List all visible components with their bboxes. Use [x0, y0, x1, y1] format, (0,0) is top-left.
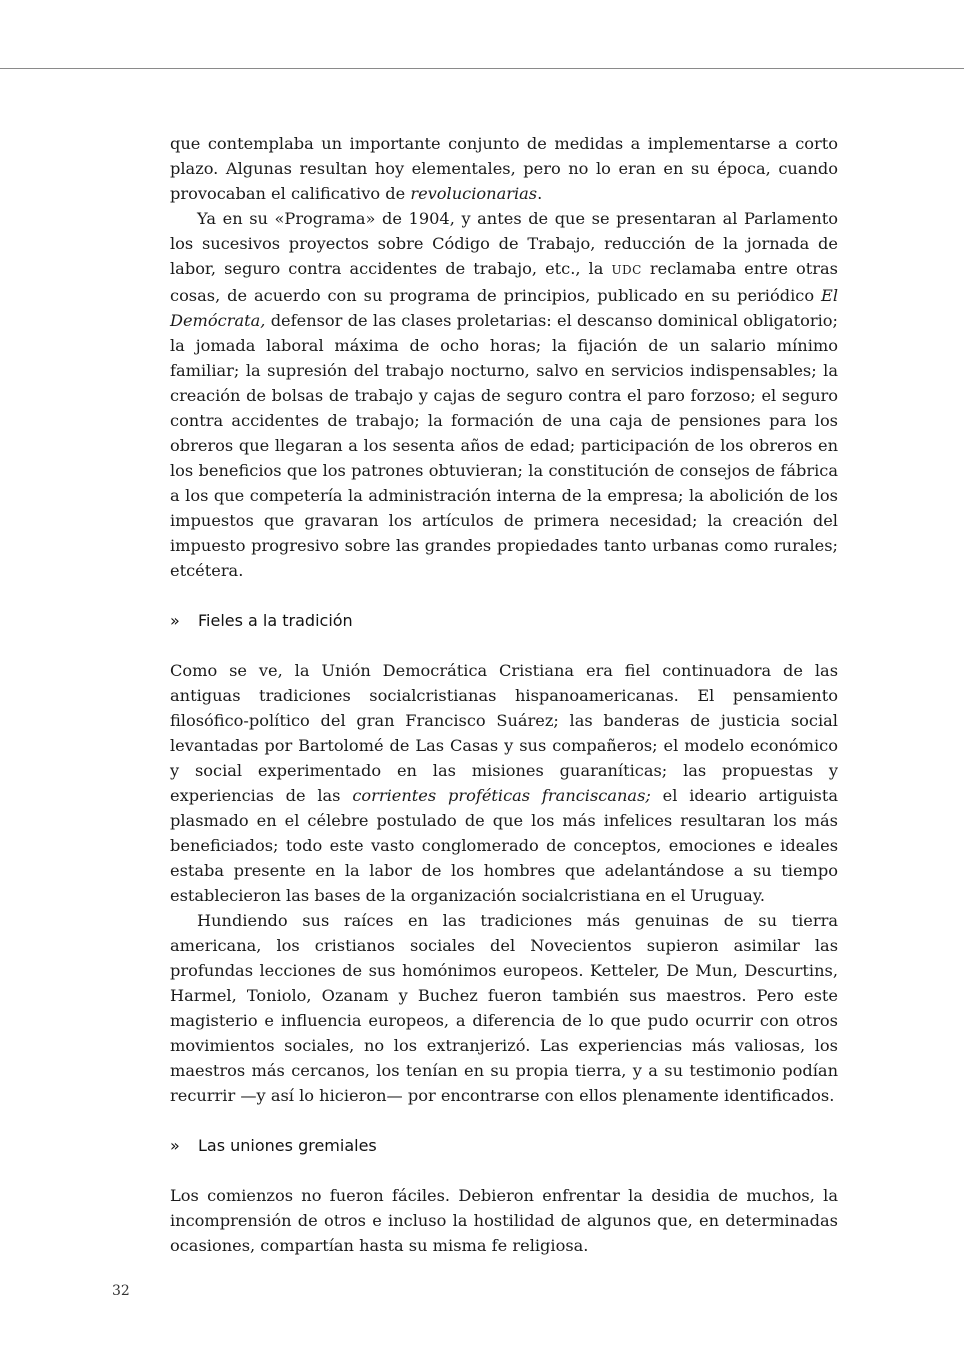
- section-heading-uniones: [170, 1133, 838, 1158]
- paragraph-1-italic: revolucionarias: [410, 184, 538, 203]
- heading-uniones-text: Las uniones gremiales: [198, 1136, 377, 1155]
- page-number: 32: [112, 1283, 130, 1299]
- paragraph-2: [170, 206, 838, 583]
- paragraph-1-text: que contemplaba un importante conjunto de medidas a implementarse a corto plazo. Algunas resultan hoy elementales, pero no lo eran en su época, cuando provocaban el calificativo de: [170, 134, 838, 203]
- paragraph-2-text-a: Ya en su «Programa» de 1904, y antes de que se presentaran al Parlamento los sucesivos proyectos sobre Código de Trabajo, reducción de la jornada de labor, seguro contra accidentes de trabajo, etc., la: [170, 209, 838, 278]
- paragraph-3-italic: corrientes proféticas franciscanas;: [352, 786, 651, 805]
- heading-marker: »: [170, 1136, 180, 1155]
- page-body: [170, 131, 838, 1258]
- paragraph-4: Hundiendo sus raíces en las tradiciones más genuinas de su tierra americana, los cristianos sociales del Novecientos supieron asimilar las profundas lecciones de sus homónimos europeos. Ketteler, De Mun, Descurtins, Harmel, Toniolo, Ozanam y Buchez fueron también sus maestros. Pero este magisterio e influencia europeos, a diferencia de lo que pudo ocurrir con otros movimientos sociales, no los extranjerizó. Las experiencias más valiosas, los maestros más cercanos, los tenían en su propia tierra, y a su testimonio podían recurrir —y así lo hicieron— por encontrarse con ellos plenamente identificados.: [170, 911, 838, 1105]
- periodical-title: El Demócrata,: [170, 286, 838, 330]
- udc-abbreviation: UDC: [611, 263, 642, 277]
- paragraph-3-text-b: el ideario artiguista plasmado en el célebre postulado de que los más infelices resultaran los más beneficiados; todo este vasto conglomerado de conceptos, emociones e ideales estaba presente en la labor de los hombres que adelantándose a su tiempo establecieron las bases de la organización socialcristiana en el Uruguay.: [170, 786, 839, 905]
- paragraph-3-text-a: Como se ve, la Unión Democrática Cristiana era fiel continuadora de las antiguas tradiciones socialcristianas hispanoamericanas. El pensamiento filosófico-político del gran Francisco Suárez; las banderas de justicia social levantadas por Bartolomé de Las Casas y sus compañeros; el modelo económico y social experimentado en las misiones guaraníticas; las propuestas y experiencias de las: [170, 661, 838, 805]
- paragraph-2-text-c: defensor de las clases proletarias: el descanso dominical obligatorio; la jomada laboral máxima de ocho horas; la fijación de un salario mínimo familiar; la supresión del trabajo nocturno, salvo en servicios indispensables; la creación de bolsas de trabajo y cajas de seguro contra el paro forzoso; el seguro contra accidentes de trabajo; la formación de una caja de pensiones para los obreros que llegaran a los sesenta años de edad; participación de los obreros en los beneficios que los patrones obtuvieran; la constitución de consejos de fábrica a los que competería la administración interna de la empresa; la abolición de los impuestos que gravaran los artículos de primera necesidad; la creación del impuesto progresivo sobre las grandes propiedades tanto urbanas como rurales; etcétera.: [170, 311, 838, 580]
- paragraph-3: [170, 658, 838, 908]
- paragraph-1-end: .: [537, 184, 543, 203]
- paragraph-2-text-b: reclamaba entre otras cosas, de acuerdo con su programa de principios, publicado en su periódico: [170, 259, 838, 305]
- heading-marker: »: [170, 611, 180, 630]
- top-rule: [0, 68, 964, 69]
- section-heading-fieles: [170, 608, 838, 633]
- heading-fieles-text: Fieles a la tradición: [198, 611, 353, 630]
- paragraph-1: [170, 131, 838, 206]
- paragraph-5: Los comienzos no fueron fáciles. Debieron enfrentar la desidia de muchos, la incomprensión de otros e incluso la hostilidad de algunos que, en determinadas ocasiones, compartían hasta su misma fe religiosa.: [170, 1186, 838, 1255]
